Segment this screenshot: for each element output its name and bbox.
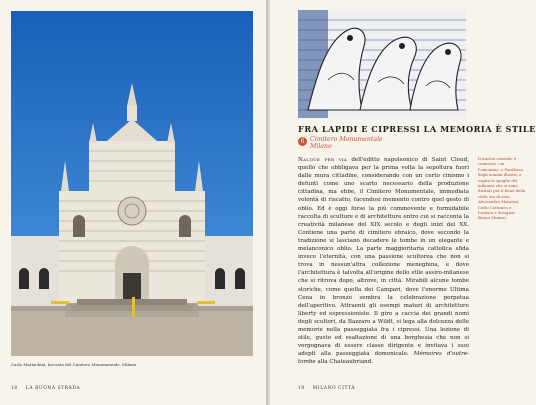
cimitero-monumentale-photo — [11, 11, 253, 356]
right-page-footer — [298, 386, 355, 391]
sculpture-illustration — [298, 10, 466, 118]
article-paragraph — [298, 156, 469, 366]
sidebar-note: Il nucleo centrale è connesso con l'omonimo, o Pantheon degli uomini illustri, e ospita le spoglie dei milanesi che si sono distinti per il bene della città: tra di essi, Alessandro Manzoni, Carlo Cattaneo e l'artista e designer Bruno Munari. — [478, 156, 526, 221]
place-city: Milano — [310, 143, 332, 150]
article-body — [298, 156, 469, 366]
place-heading — [310, 136, 383, 150]
place-name: Cimitero Monumentale — [310, 136, 383, 143]
body-text: dell'editto napoleonico di Saint Cloud, quello che obbligava per la prima volta la sepoltura fuori dalle mura cittadine, considerando con un certo cinismo i defunti come uno scarto necessario della produzione cittadina, ma ebbe, il Cimitero Monumentale, immediata volontà di riscatto, facendosi memento contro quel gesto di oblio. Ed è oggi forse la più commovente e formidabile raccolta di sculture e di architetture entro cui si racconta la creatività milanese del XIX secolo e degli inizi del XX. Contiene una parte di cimitero ebraico, dove secondo la tradizione si lasciano decadere le tombe in un elegante e melanconico oblio. La parte maggioritaria cattolica sfida invece l'eternità, con una passione scultorea che non si trova in nessun'altra collezione meneghina, e dove l'architettura è talvolta all'origine dello stile assiro-milanese che si ritrova dopo, altrove, in città. Mirabili alcune tombe storiche, come quella dei Campari, dove l'enorme Ultima Cena in bronzo sembra la celebrazione perpetua dell'aperitivo. Attraenti gli esempi maturi di architetture liberty ed espressioniste. Il giro a caccia dei grandi nomi degli scultori, da Bazzaro a Wildt, si lega alla dolcezza delle memorie nella passeggiata fra i cipressi. Una lezione di stile, gusto ed esaltazione di una borghesia che non si vergognava di essere classe dirigente e invitava i suoi adepti alla passeggiata domenicale. — [298, 157, 469, 358]
body-italic-title: Mémoires d'outre-tombe — [298, 351, 470, 366]
left-page-number: 18 — [11, 386, 18, 391]
body-lead-in: Nacque per via — [298, 157, 348, 163]
chapter-title: FRA LAPIDI E CIPRESSI LA MEMORIA È STILE — [298, 124, 536, 134]
right-page-number: 19 — [298, 386, 305, 391]
entry-number-badge: 6 — [298, 137, 307, 146]
body-closing: alla Chateaubriand. — [315, 359, 374, 366]
left-page-footer — [11, 386, 80, 391]
left-running-head: LA BUONA STRADA — [25, 386, 81, 391]
right-running-head: MILANO CITTÀ — [312, 386, 356, 391]
photo-caption: Carlo Mariachini, facciata del Cimitero Monumentale, Milano — [11, 362, 137, 367]
